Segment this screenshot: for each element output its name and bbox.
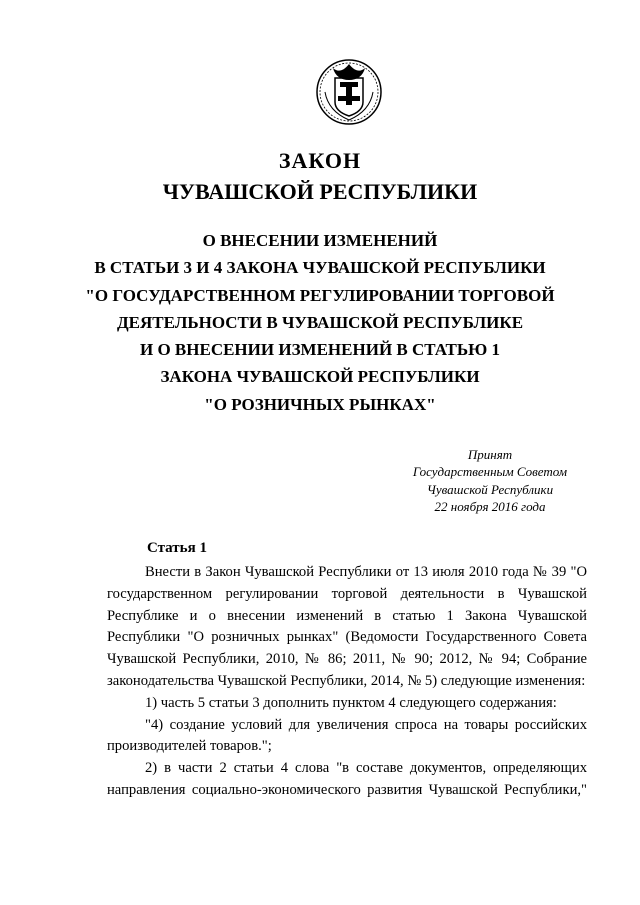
title-line: О ВНЕСЕНИИ ИЗМЕНЕНИЙ [202,231,438,250]
paragraph: Внести в Закон Чувашской Республики от 13 июля 2010 года № 39 "О государственном регулировании торговой деятельности в Чувашской Республике и о внесении изменений в статью 1 Закона Чувашской Республики "О розничных рынках" (Ведомости Государственного Совета Чувашской Республики, 2010, № 86; 2011, № 90; 2012, № 94; Собрание законодательства Чувашской Республики, 2014, № 5) следующие изменения: [107,564,587,689]
article-body [107,562,587,802]
law-title [0,227,640,418]
paragraph: 1) часть 5 статьи 3 дополнить пунктом 4 следующего содержания: [145,694,557,711]
title-line: В СТАТЬИ 3 И 4 ЗАКОНА ЧУВАШСКОЙ РЕСПУБЛИКИ [94,258,546,278]
title-line: "О ГОСУДАРСТВЕННОМ РЕГУЛИРОВАНИИ ТОРГОВОЙ [85,285,555,305]
title-line: "О РОЗНИЧНЫХ РЫНКАХ" [204,394,436,414]
adopted-republic: Чувашской Республики [426,481,554,497]
article-heading: Статья 1 [147,540,207,556]
republic-heading: ЧУВАШСКОЙ РЕСПУБЛИКИ [162,179,478,204]
law-heading: ЗАКОН [278,148,362,173]
title-line: И О ВНЕСЕНИИ ИЗМЕНЕНИЙ В СТАТЬЮ 1 [139,340,501,360]
title-line: ДЕЯТЕЛЬНОСТИ В ЧУВАШСКОЙ РЕСПУБЛИКЕ [116,312,524,332]
coat-of-arms-icon [315,58,383,126]
title-line: ЗАКОНА ЧУВАШСКОЙ РЕСПУБЛИКИ [160,367,480,387]
adopted-by: Государственным Советом [412,464,568,480]
adopted-date: 22 ноября 2016 года [434,498,546,514]
adoption-note [390,446,590,515]
paragraph: 2) в части 2 статьи 4 слова "в составе документов, определяющих направления социально-экономического развития Чувашской Республики," [107,760,587,798]
paragraph: "4) создание условий для увеличения спроса на товары российских производителей товаров."; [107,716,587,755]
adopted-label: Принят [467,447,513,462]
